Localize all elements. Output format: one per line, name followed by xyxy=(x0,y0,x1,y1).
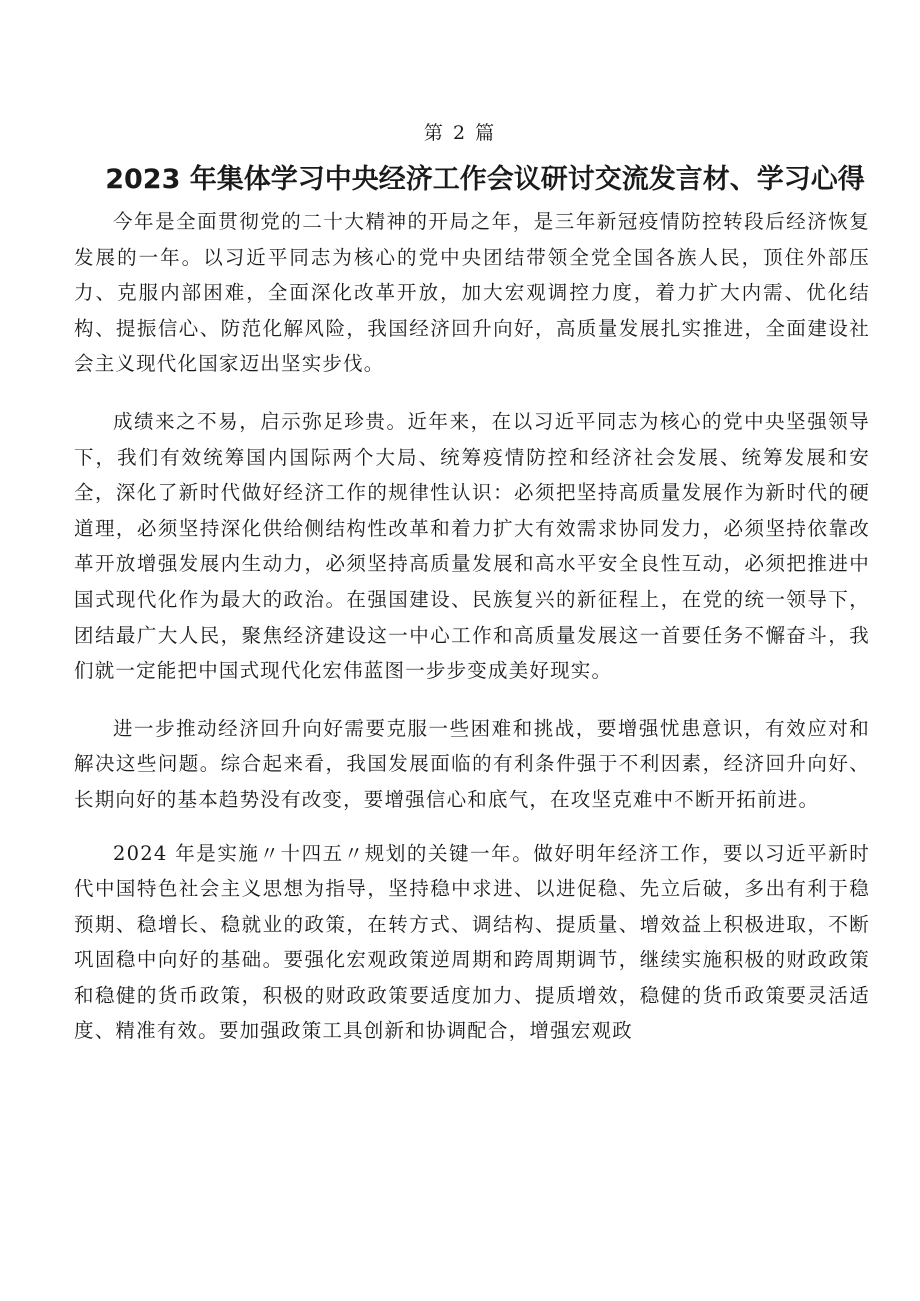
document-body xyxy=(74,204,870,1071)
paragraph-4: 2024 年是实施〃十四五〃规划的关键一年。做好明年经济工作，要以习近平新时代中国特色社会主义思想为指导，坚持稳中求进、以进促稳、先立后破，多出有利于稳预期、稳增长、稳就业的政策，在转方式、调结构、提质量、增效益上积极进取，不断巩固稳中向好的基础。要强化宏观政策逆周期和跨周期调节，继续实施积极的财政政策和稳健的货币政策，积极的财政政策要适度加力、提质增效，稳健的货币政策要灵活适度、精准有效。要加强政策工具创新和协调配合，增强宏观政 xyxy=(74,841,870,1043)
chapter-label: 第 2 篇 xyxy=(423,122,497,144)
paragraph-1: 今年是全面贯彻党的二十大精神的开局之年，是三年新冠疫情防控转段后经济恢复发展的一年。以习近平同志为核心的党中央团结带领全党全国各族人民，顶住外部压力、克服内部困难，全面深化改革开放，加大宏观调控力度，着力扩大内需、优化结构、提振信心、防范化解风险，我国经济回升向好，高质量发展扎实推进，全面建设社会主义现代化国家迈出坚实步伐。 xyxy=(74,210,870,376)
paragraph-2: 成绩来之不易，启示弥足珍贵。近年来，在以习近平同志为核心的党中央坚强领导下，我们有效统筹国内国际两个大局、统筹疫情防控和经济社会发展、统筹发展和安全，深化了新时代做好经济工作的规律性认识：必须把坚持高质量发展作为新时代的硬道理，必须坚持深化供给侧结构性改革和着力扩大有效需求协同发力，必须坚持依靠改革开放增强发展内生动力，必须坚持高质量发展和高水平安全良性互动，必须把推进中国式现代化作为最大的政治。在强国建设、民族复兴的新征程上，在党的统一领导下，团结最广大人民，聚焦经济建设这一中心工作和高质量发展这一首要任务不懈奋斗，我们就一定能把中国式现代化宏伟蓝图一步步变成美好现实。 xyxy=(74,409,870,683)
document-title: 2023 年集体学习中央经济工作会议研讨交流发言材、学习心得 xyxy=(105,164,865,195)
paragraph-3: 进一步推动经济回升向好需要克服一些困难和挑战，要增强忧患意识，有效应对和解决这些问题。综合起来看，我国发展面临的有利条件强于不利因素，经济回升向好、长期向好的基本趋势没有改变，要增强信心和底气，在攻坚克难中不断开拓前进。 xyxy=(74,716,870,811)
